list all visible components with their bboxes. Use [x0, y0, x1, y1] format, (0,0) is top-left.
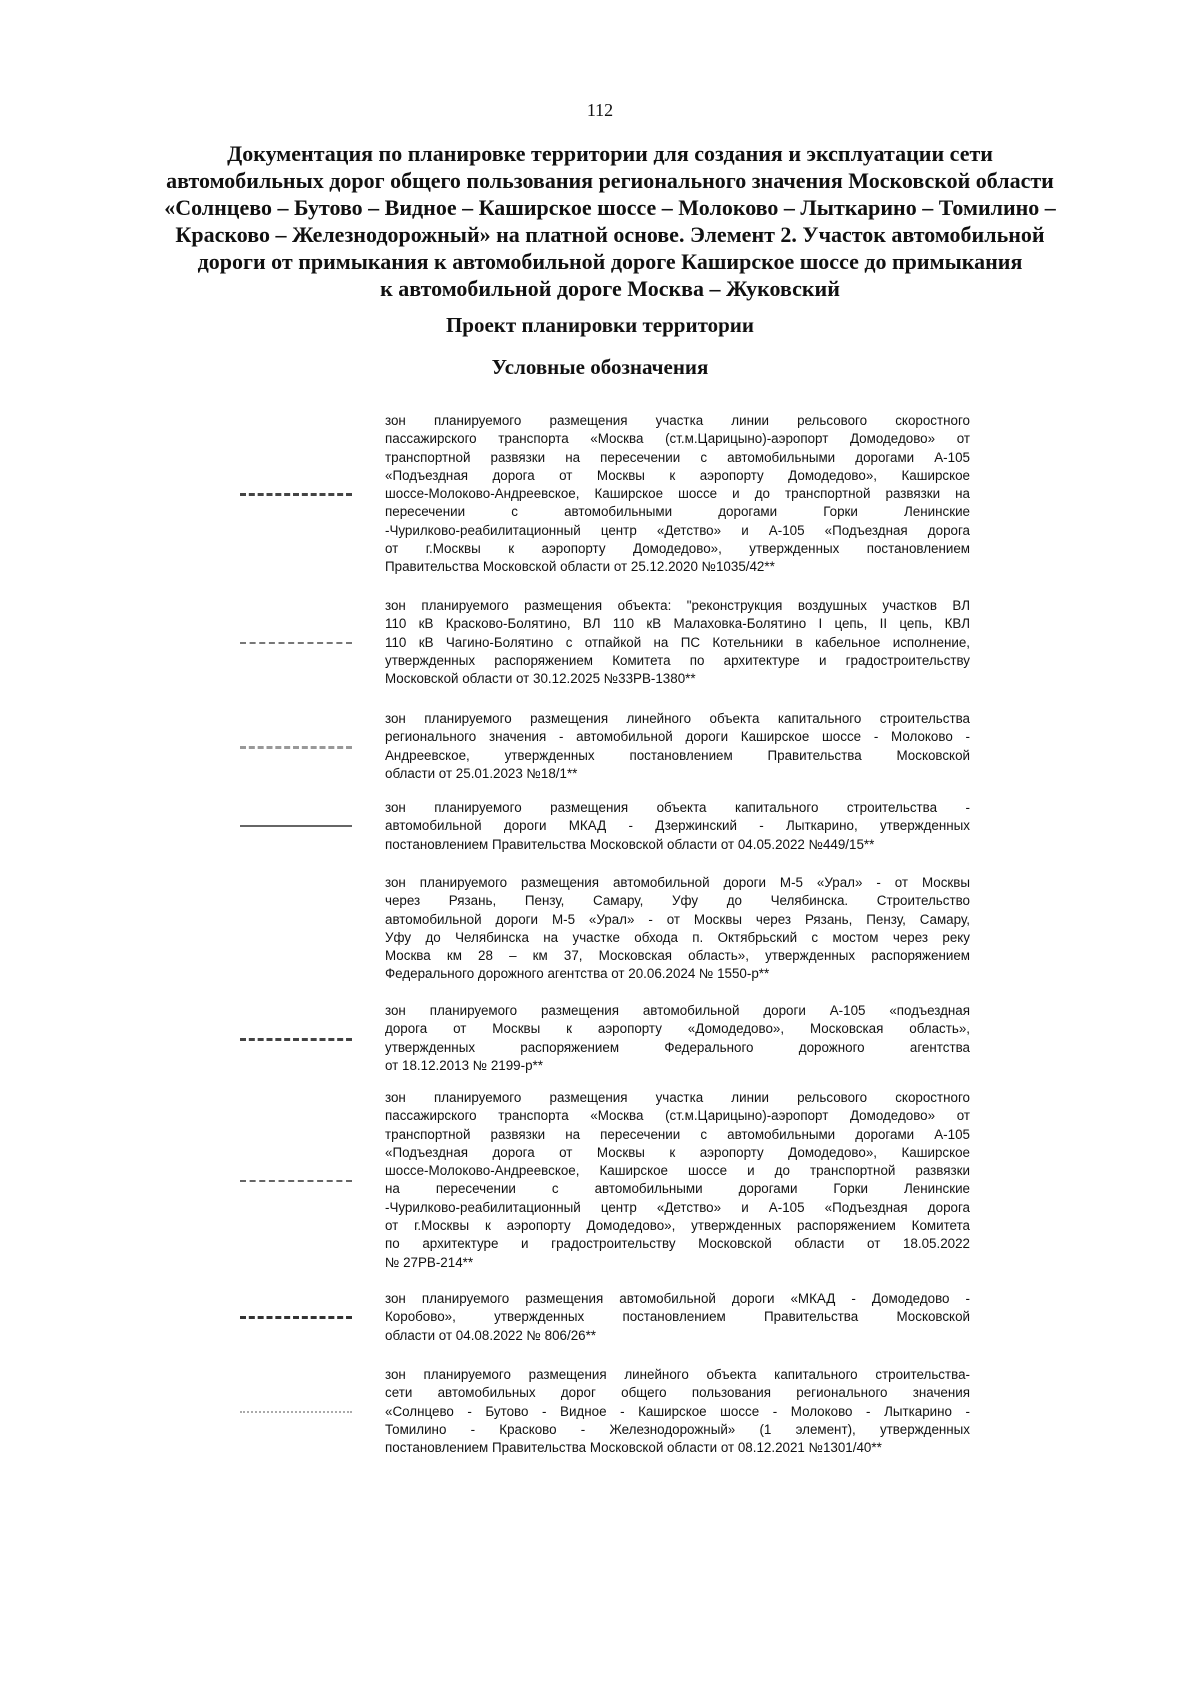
legend-text-line: регионального значения - автомобильной дороги Каширское шоссе - Молоково - — [385, 729, 970, 745]
legend-text-line: «Солнцево - Бутово - Видное - Каширское шоссе - Молоково - Лыткарино - — [385, 1403, 970, 1419]
legend-description — [385, 1290, 970, 1345]
title-line: Красково – Железнодорожный» на платной основе. Элемент 2. Участок автомобильной — [175, 222, 1045, 247]
legend-text-line: -Чурилково-реабилитационный центр «Детство» и А-105 «Подъездная дорога — [385, 522, 970, 538]
legend-text-line: от г.Москвы к аэропорту Домодедово», утвержденных постановлением — [385, 541, 970, 557]
legend-text-line: № 27РВ-214** — [385, 1254, 474, 1270]
legend-text-line: зон планируемого размещения автомобильной дороги М-5 «Урал» - от Москвы — [385, 875, 970, 890]
legend-text-line: автомобильной дороги МКАД - Дзержинский - Лыткарино, утвержденных — [385, 818, 970, 834]
legend-text-line: по архитектуре и градостроительству Московской области от 18.05.2022 — [385, 1236, 970, 1252]
legend-line-sample — [240, 493, 352, 496]
legend-text-line: «Подъездная дорога от Москвы к аэропорту Домодедово», Каширское — [385, 1144, 970, 1160]
legend-description — [385, 1089, 970, 1272]
legend-text-line: дорога от Москвы к аэропорту «Домодедово», Московская область», — [385, 1021, 970, 1037]
legend-text-line: Андреевское, утвержденных постановлением Правительства Московской — [385, 747, 970, 763]
legend-text-line: пересечении с автомобильными дорогами Горки Ленинские — [385, 504, 970, 520]
legend-line-sample — [240, 1411, 352, 1413]
legend-text-line: через Рязань, Пензу, Самару, Уфу до Челябинска. Строительство — [385, 893, 970, 909]
legend-line-sample — [240, 746, 352, 749]
legend-description — [385, 597, 970, 688]
legend-description — [385, 874, 970, 984]
title-line: автомобильных дорог общего пользования регионального значения Московской области — [166, 168, 1054, 193]
title-line: к автомобильной дороге Москва – Жуковский — [380, 276, 840, 301]
legend-description — [385, 799, 970, 854]
legend-text-line: автомобильной дороги М-5 «Урал» - от Москвы через Рязань, Пензу, Самару, — [385, 911, 970, 927]
legend-text-line: зон планируемого размещения автомобильной дороги А-105 «подъездная — [385, 1003, 970, 1018]
legend-line-sample — [240, 642, 352, 644]
legend-text-line: 110 кВ Красково-Болятино, ВЛ 110 кВ Малаховка-Болятино I цепь, II цепь, КВЛ — [385, 616, 970, 632]
title-line: дороги от примыкания к автомобильной дороге Каширское шоссе до примыкания — [197, 249, 1023, 274]
legend-text-line: Москва км 28 – км 37, Московская область», утвержденных распоряжением — [385, 948, 970, 964]
legend-text-line: пассажирского транспорта «Москва (ст.м.Царицыно)-аэропорт Домодедово» от — [385, 431, 970, 447]
legend-text-line: зон планируемого размещения линейного объекта капитального строительства- — [385, 1367, 970, 1382]
legend-text-line: Томилино - Красково - Железнодорожный» (1 элемент), утвержденных — [385, 1421, 970, 1437]
legend-text-line: зон планируемого размещения линейного объекта капитального строительства — [385, 711, 970, 726]
legend-text-line: транспортной развязки на пересечении с автомобильными дорогами А-105 — [385, 1126, 970, 1142]
legend-text-line: Коробово», утвержденных постановлением Правительства Московской — [385, 1309, 970, 1325]
legend-text-line: транспортной развязки на пересечении с автомобильными дорогами А-105 — [385, 449, 970, 465]
legend-text-line: от 18.12.2013 № 2199-р** — [385, 1057, 543, 1073]
legend-description — [385, 1366, 970, 1457]
title-line: «Солнцево – Бутово – Видное – Каширское шоссе – Молоково – Лыткарино – Томилино – — [164, 195, 1056, 220]
legend-text-line: утвержденных распоряжением Федерального дорожного агентства — [385, 1039, 970, 1055]
legend-title: Условные обозначения — [491, 355, 709, 379]
legend-text-line: «Подъездная дорога от Москвы к аэропорту Домодедово», Каширское — [385, 467, 970, 483]
legend-text-line: области от 04.08.2022 № 806/26** — [385, 1327, 597, 1343]
legend-text-line: -Чурилково-реабилитационный центр «Детство» и А-105 «Подъездная дорога — [385, 1199, 970, 1215]
legend-text-line: сети автомобильных дорог общего пользования регионального значения — [385, 1385, 970, 1401]
legend-text-line: Правительства Московской области от 25.12.2020 №1035/42** — [385, 559, 775, 575]
legend-text-line: постановлением Правительства Московской области от 04.05.2022 №449/15** — [385, 836, 875, 852]
legend-text-line: зон планируемого размещения участка линии рельсового скоростного — [385, 1090, 970, 1105]
legend-text-line: Уфу до Челябинска на участке обхода п. Октябрьский с мостом через реку — [385, 929, 970, 945]
legend-text-line: шоссе-Молоково-Андреевское, Каширское шоссе и до транспортной развязки на — [385, 486, 970, 502]
legend-text-line: пассажирского транспорта «Москва (ст.м.Царицыно)-аэропорт Домодедово» от — [385, 1108, 970, 1124]
legend-line-sample — [240, 825, 352, 827]
legend-description — [385, 1002, 970, 1075]
legend-description — [385, 412, 970, 577]
project-title: Проект планировки территории — [445, 313, 755, 337]
legend-text-line: Федерального дорожного агентства от 20.06.2024 № 1550-р** — [385, 966, 770, 982]
page-number: 112 — [586, 100, 614, 120]
legend-text-line: шоссе-Молоково-Андреевское, Каширское шоссе и до транспортной развязки — [385, 1163, 970, 1179]
legend-line-sample — [240, 1180, 352, 1182]
legend-text-line: зон планируемого размещения объекта: "реконструкция воздушных участков ВЛ — [385, 598, 970, 613]
legend-text-line: зон планируемого размещения автомобильной дороги «МКАД - Домодедово - — [385, 1291, 970, 1306]
legend-line-sample — [240, 1038, 352, 1041]
legend-text-line: от г.Москвы к аэропорту Домодедово», утвержденных распоряжением Комитета — [385, 1218, 970, 1234]
legend-text-line: зон планируемого размещения участка линии рельсового скоростного — [385, 413, 970, 428]
document-title — [140, 140, 1080, 302]
legend-text-line: на пересечении с автомобильными дорогами Горки Ленинские — [385, 1181, 970, 1197]
legend-text-line: Московской области от 30.12.2025 №33РВ-1380** — [385, 671, 696, 687]
title-line: Документация по планировке территории для создания и эксплуатации сети — [227, 141, 993, 166]
legend-description — [385, 710, 970, 783]
legend-text-line: 110 кВ Чагино-Болятино с отпайкой на ПС Котельники в кабельное исполнение, — [385, 634, 970, 650]
legend-text-line: утвержденных распоряжением Комитета по архитектуре и градостроительству — [385, 652, 970, 668]
legend-text-line: постановлением Правительства Московской области от 08.12.2021 №1301/40** — [385, 1440, 882, 1456]
legend-text-line: области от 25.01.2023 №18/1** — [385, 765, 578, 781]
legend-line-sample — [240, 1316, 352, 1319]
legend-text-line: зон планируемого размещения объекта капитального строительства - — [385, 800, 970, 815]
